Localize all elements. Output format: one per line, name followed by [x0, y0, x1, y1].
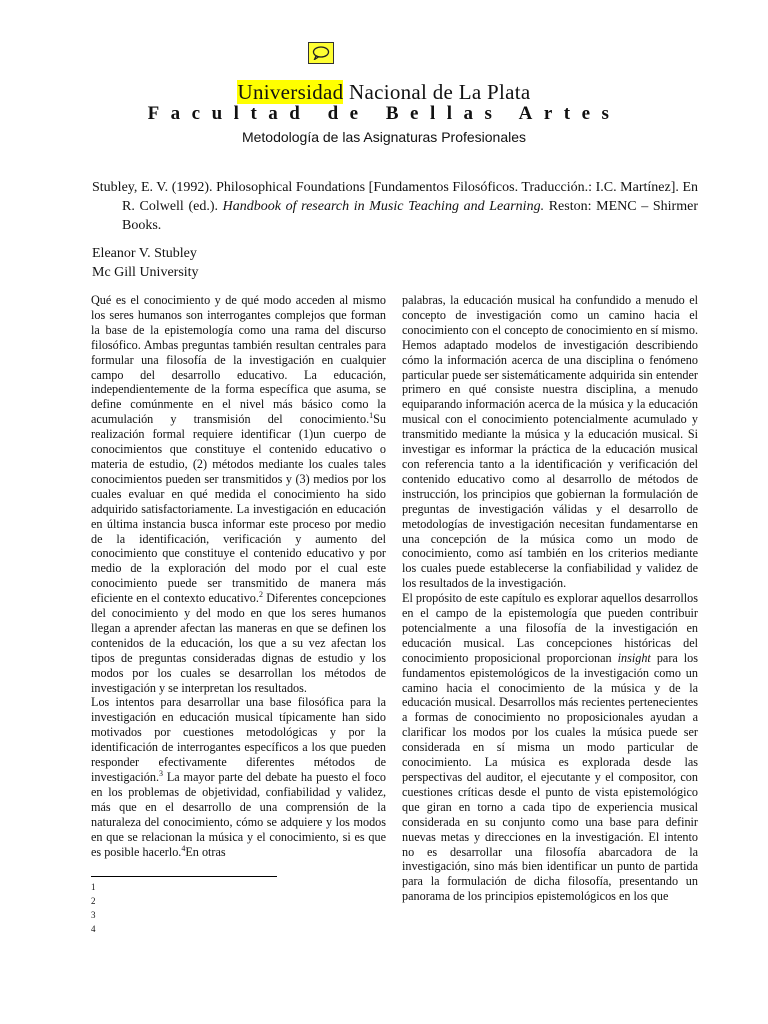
text-run: En otras	[185, 844, 226, 859]
footnote-separator	[91, 876, 277, 877]
right-paragraph-1: palabras, la educación musical ha confundido a menudo el concepto de investigación como un camino hacia el conocimiento con el concepto de conocimiento en sí mismo. Hemos adaptado modelos de investigación describiendo cómo la información acerca de una disciplina o fenómeno particular puede ser sistemáticamente adquirida sin entender primero en qué consiste nuestra disciplina, a menudo equiparando información acerca de la música y la educación musical con el conocimiento potencialmente acumulado y transmitido mediante la música y la educación musical. Si investigar es informar la práctica de la educación musical con referencia tanto a la identificación y verificación del contenido educativo como al desarrollo de métodos de instrucción, los principios que gobiernan la formulación de preguntas de investigación válidas y el desarrollo de metodologías de investigación necesitan fundamentarse en una concepción de la música como un modo de conocimiento, como así también en los criterios mediante los cuales puede establecerse la confiabilidad y validez de los resultados de la investigación.	[402, 293, 698, 591]
page-header	[0, 80, 768, 146]
faculty-name: Facultad de Bellas Artes	[147, 103, 621, 124]
right-text-column	[402, 293, 698, 904]
italic-term: insight	[617, 650, 651, 665]
citation-prefix: Stubley, E. V. (1992). Philosophical Foundations [Fundamentos Filosóficos. Traducción.: I.C. Martínez]. En R. Colwell (ed.).	[92, 180, 698, 214]
left-paragraph-1	[91, 293, 386, 695]
footnote-ref-1[interactable]: 1	[369, 411, 374, 421]
footnote-ref-3[interactable]: 3	[159, 768, 164, 778]
university-name-rest: Nacional de La Plata	[343, 80, 531, 104]
text-run: La mayor parte del debate ha puesto el foco en los problemas de objetividad, confiabilidad y validez, más que en el desarrollo de una comprensión de la naturaleza del conocimiento, cómo se adquiere y los modos en que se relacionan la música y el conocimiento, si es que es posible hacerlo.	[91, 770, 386, 859]
citation-suffix: Reston: MENC – Shirmer Books.	[122, 199, 698, 233]
author-name: Eleanor V. Stubley	[92, 246, 197, 261]
footnote-1: 1	[91, 882, 96, 892]
text-run: para los fundamentos epistemológicos de la investigación como un camino hacia el conocimiento de la música y de la educación musical. Desarrollos más recientes pertenecientes a formas de conocimiento no proposicionales ayudan a clarificar los modos por los cuales la música puede ser considerada en sí misma un modo particular de conocimiento. La música es explorada desde las perspectivas del auditor, el ejecutante y el compositor, con cuestiones críticas desde el punto de vista epistemológico que giran en torno a cada tipo de experiencia musical considerada en su conjunto como una base para definir nuevas metas y direcciones en la investigación. El intento no es desarrollar una filosofía abarcadora de la investigación, sino más bien identificar un punto de partida para la formulación de dicha filosofía, presentando un panorama de los principios epistemológicos en los que	[402, 650, 699, 904]
comment-annotation-icon[interactable]	[308, 42, 334, 64]
university-name	[0, 80, 768, 104]
right-paragraph-2	[402, 591, 698, 904]
footnote-ref-4[interactable]: 4	[181, 843, 186, 853]
left-paragraph-2	[91, 695, 386, 859]
author-affiliation: Mc Gill University	[92, 265, 199, 280]
text-run: El propósito de este capítulo es explorar aquellos desarrollos en el campo de la epistemología que pueden contribuir potencialmente a una filosofía de la investigación en educación musical. Las concepciones históricas del conocimiento proposicional proporcionan	[402, 591, 698, 665]
footnotes-list	[91, 880, 96, 936]
speech-bubble-icon	[312, 46, 330, 60]
text-run: Qué es el conocimiento y de qué modo acceden al mismo los seres humanos son interrogantes complejos que forman la base de la epistemología como una rama del discurso filosófico. Ambas preguntas también resultan centrales para formular una filosofía de la investigación en cualquier campo del desarrollo educativo. La educación, independientemente de la forma específica que asuma, se define comúnmente en el nivel más básico como la acumulación y transmisión del conocimiento.	[91, 293, 386, 427]
footnote-4: 4	[91, 924, 96, 934]
text-run: Los intentos para desarrollar una base filosófica para la investigación en educación musical típicamente han sido motivados por cuestiones metodológicas y por la identificación de interrogantes específicos a los que pueden responder efectivamente diferentes métodos de investigación.	[91, 695, 386, 784]
footnote-ref-2[interactable]: 2	[258, 590, 263, 600]
author-block	[92, 244, 199, 282]
footnote-3: 3	[91, 910, 96, 920]
text-run: Su realización formal requiere identificar (1)un cuerpo de conocimientos que constituye el contenido educativo o materia de estudio, (2) métodos mediante los cuales tales conocimientos pueden ser transmitidos y (3) medios por los cuales evaluar en qué medida el conocimiento ha sido adquirido satisfactoriamente. La investigación en educación en última instancia busca informar este proceso por medio de la identificación, verificación y aumento del conocimiento que constituye el contenido educativo y por medio de la exploración del modo por el cual este conocimiento puede ser transmitido de manera más eficiente en el contexto educativo.	[91, 412, 386, 606]
citation-book-title: Handbook of research in Music Teaching and Learning.	[222, 199, 545, 214]
footnote-2: 2	[91, 896, 96, 906]
text-run: Diferentes concepciones del conocimiento y del modo en que los seres humanos llegan a aprender afectan las maneras en que se definen los contenidos de la educación, los que a su vez afectan los tipos de preguntas consideradas dignas de estudio y los modos por los cuales se desarrollan los métodos de investigación y se interpretan los resultados.	[91, 591, 386, 695]
university-highlight: Universidad	[237, 80, 344, 104]
left-text-column	[91, 293, 386, 859]
subject-subtitle: Metodología de las Asignaturas Profesionales	[241, 129, 527, 145]
bibliographic-citation	[92, 178, 698, 235]
